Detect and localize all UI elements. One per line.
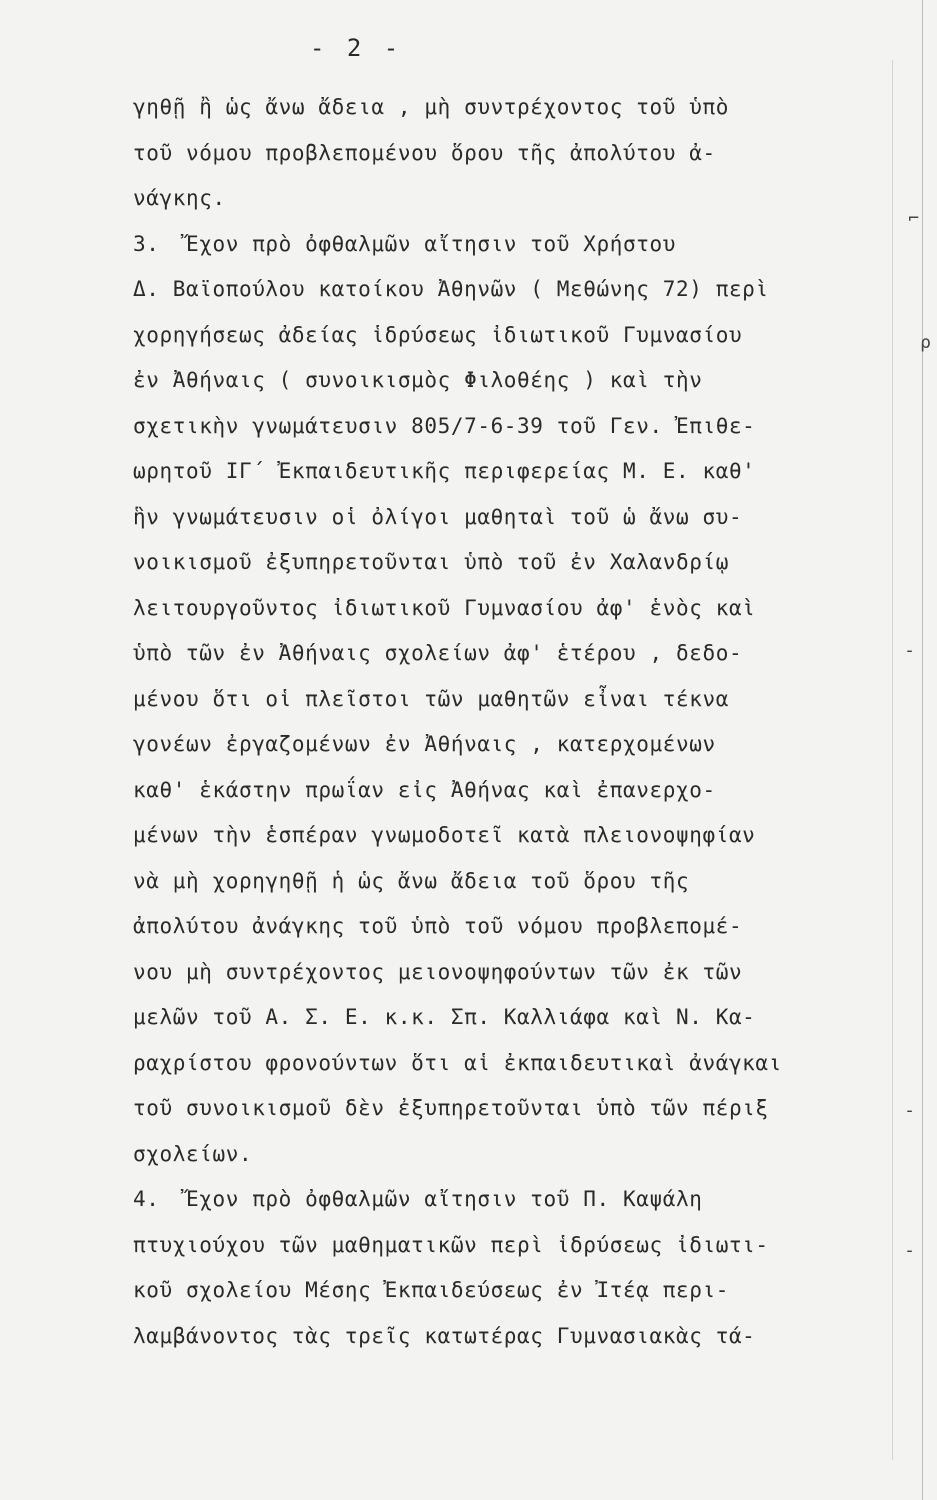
text-line: πτυχιούχου τῶν μαθηματικῶν περὶ ἱδρύσεως ἰδιωτι- [133, 1232, 769, 1257]
margin-bracket-mark: ρ [920, 332, 931, 353]
document-text-body [133, 85, 893, 1359]
text-line: μένων τὴν ἑσπέραν γνωμοδοτεῖ κατὰ πλειονοψηφίαν [133, 823, 756, 847]
text-line: κοῦ σχολείου Μέσης Ἐκπαιδεύσεως ἐν Ἰτέᾳ περι- [133, 1278, 729, 1302]
text-line: τοῦ συνοικισμοῦ δὲν ἐξυπηρετοῦνται ὑπὸ τῶν πέριξ [133, 1096, 769, 1120]
page-edge-line [922, 0, 923, 1500]
text-line: καθ' ἑκάστην πρωΐαν εἰς Ἀθήνας καὶ ἐπανερχο- [133, 777, 716, 802]
text-line: νου μὴ συντρέχοντος μειονοψηφούντων τῶν ἐκ τῶν [133, 959, 743, 984]
margin-bracket-mark: - [904, 1100, 915, 1121]
text-line: λειτουργοῦντος ἰδιωτικοῦ Γυμνασίου ἀφ' ἑνὸς καὶ [133, 595, 756, 620]
text-line: ἐν Ἀθήναις ( συνοικισμὸς Φιλοθέης ) καὶ τὴν [133, 368, 703, 392]
text-line: σχολείων. [133, 1141, 253, 1166]
text-line: μελῶν τοῦ Α. Σ. Ε. κ.κ. Σπ. Καλλιάφα καὶ Ν. Κα- [133, 1005, 756, 1029]
text-line: ραχρίστου φρονούντων ὅτι αἱ ἐκπαιδευτικαὶ ἀνάγκαι [133, 1050, 782, 1075]
margin-bracket-mark: ⌐ [908, 208, 919, 229]
text-line: 4. Ἔχον πρὸ ὀφθαλμῶν αἴτησιν τοῦ Π. Καψάλη [133, 1187, 703, 1211]
margin-bracket-mark: - [904, 1240, 915, 1261]
text-line: σχετικὴν γνωμάτευσιν 805/7-6-39 τοῦ Γεν. Ἐπιθε- [133, 413, 756, 438]
text-line: ωρητοῦ ΙΓ΄ Ἐκπαιδευτικῆς περιφερείας Μ. Ε. καθ' [133, 459, 756, 483]
page-number: - 2 - [310, 34, 403, 62]
text-line: νὰ μὴ χορηγηθῇ ἡ ὡς ἄνω ἄδεια τοῦ ὅρου τῆς [133, 868, 690, 893]
text-line: ἣν γνωμάτευσιν οἱ ὀλίγοι μαθηταὶ τοῦ ὡ ἄνω συ- [133, 504, 743, 529]
text-line: τοῦ νόμου προβλεπομένου ὅρου τῆς ἀπολύτου ἀ- [133, 140, 716, 165]
text-line: χορηγήσεως ἀδείας ἱδρύσεως ἰδιωτικοῦ Γυμνασίου [133, 322, 743, 347]
text-line: νάγκης. [133, 186, 226, 210]
margin-bracket-mark: - [904, 640, 915, 661]
text-line: νοικισμοῦ ἐξυπηρετοῦνται ὑπὸ τοῦ ἐν Χαλανδρίῳ [133, 550, 729, 574]
text-line: Δ. Βαϊοπούλου κατοίκου Ἀθηνῶν ( Μεθώνης 72) περὶ [133, 277, 769, 301]
text-line: 3. Ἔχον πρὸ ὀφθαλμῶν αἴτησιν τοῦ Χρήστου [133, 231, 676, 256]
text-line: μένου ὅτι οἱ πλεῖστοι τῶν μαθητῶν εἶναι τέκνα [133, 686, 729, 711]
text-line: λαμβάνοντος τὰς τρεῖς κατωτέρας Γυμνασιακὰς τά- [133, 1323, 756, 1348]
text-line: ἀπολύτου ἀνάγκης τοῦ ὑπὸ τοῦ νόμου προβλεπομέ- [133, 914, 743, 938]
text-line: γονέων ἐργαζομένων ἐν Ἀθήναις , κατερχομένων [133, 732, 716, 756]
text-line: ὑπὸ τῶν ἐν Ἀθήναις σχολείων ἀφ' ἑτέρου , δεδο- [133, 641, 743, 665]
text-line: γηθῇ ἢ ὡς ἄνω ἄδεια , μὴ συντρέχοντος τοῦ ὑπὸ [133, 95, 729, 119]
